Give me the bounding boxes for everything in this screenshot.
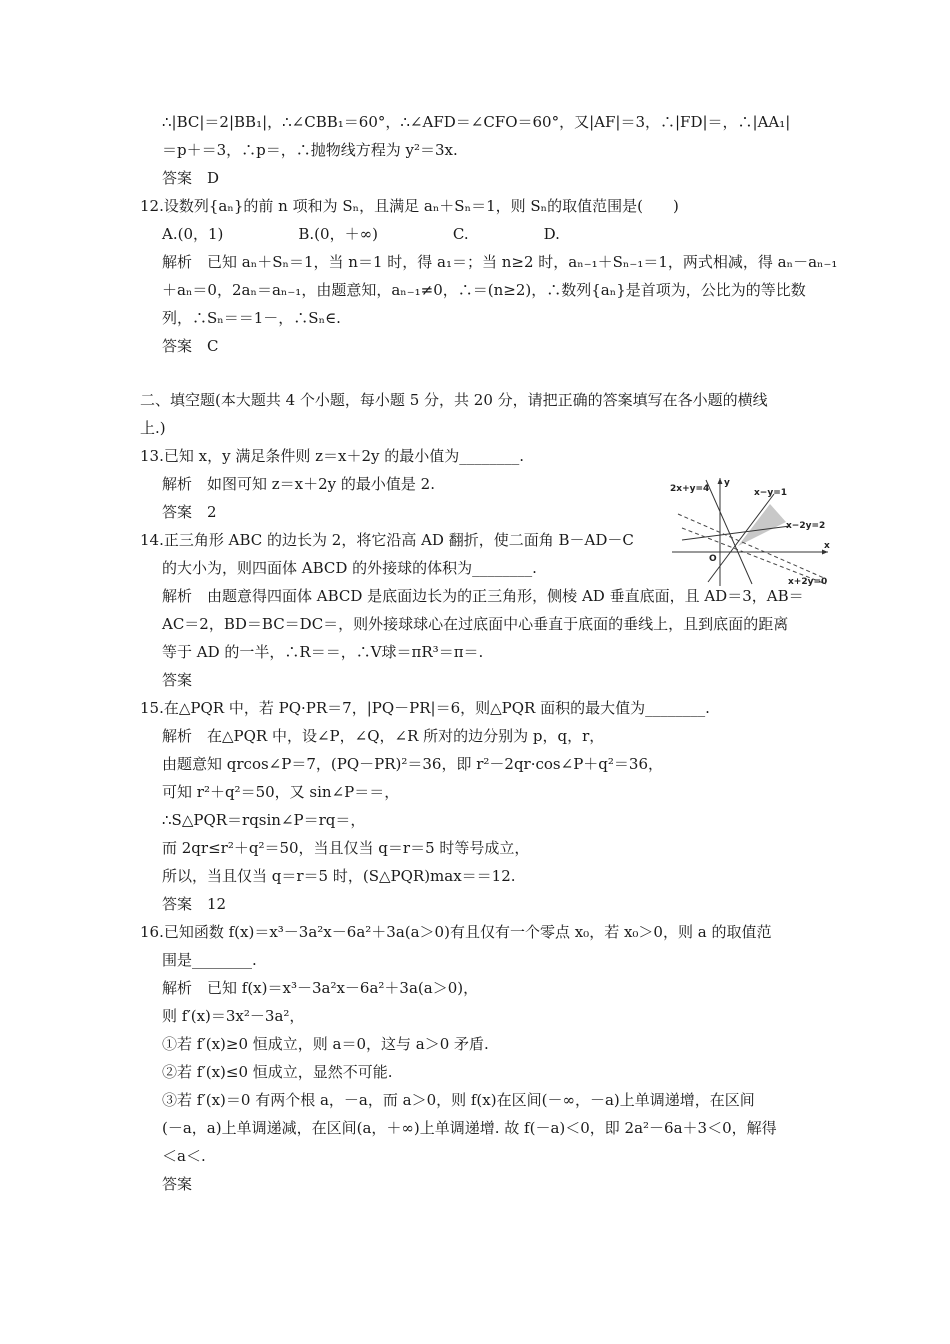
text-line: ①若 f′(x)≥0 恒成立，则 a＝0，这与 a＞0 矛盾.: [162, 1035, 489, 1053]
label-x-2y-0: x+2y=0: [788, 577, 828, 587]
text-line: ③若 f′(x)＝0 有两个根 a，－a，而 a＞0，则 f(x)在区间(－∞，－a)上单调递增，在区间: [162, 1091, 755, 1109]
text-line: 12.设数列{aₙ}的前 n 项和为 Sₙ，且满足 aₙ＋Sₙ＝1，则 Sₙ的取值范围是( ): [140, 197, 679, 215]
y-axis-arrow: [718, 478, 723, 484]
text-line: ②若 f′(x)≤0 恒成立，显然不可能.: [162, 1063, 393, 1081]
text-line: 答案: [162, 671, 193, 689]
text-line: 解析 如图可知 z＝x＋2y 的最小值是 2.: [162, 475, 435, 493]
text-line: 围是________.: [162, 951, 257, 969]
label-2x-y-4: 2x+y=4: [670, 484, 710, 494]
text-line: ＜a＜.: [162, 1147, 206, 1165]
text-line: 则 f′(x)＝3x²－3a²，: [162, 1007, 305, 1025]
text-line: 16.已知函数 f(x)＝x³－3a²x－6a²＋3a(a＞0)有且仅有一个零点 x₀，若 x₀＞0，则 a 的取值范: [140, 923, 772, 941]
text-line: 14.正三角形 ABC 的边长为 2，将它沿高 AD 翻折，使二面角 B－AD－C: [140, 531, 634, 549]
text-line: 15.在△PQR 中，若 PQ·PR＝7，|PQ－PR|＝6，则△PQR 面积的最大值为________.: [140, 699, 710, 717]
text-line: 列，∴Sₙ＝＝1－，∴Sₙ∈.: [162, 309, 341, 327]
linear-programming-figure: [668, 474, 836, 588]
text-line: 13.已知 x，y 满足条件则 z＝x＋2y 的最小值为________.: [140, 447, 525, 465]
text-line: 而 2qr≤r²＋q²＝50，当且仅当 q＝r＝5 时等号成立，: [162, 839, 530, 857]
text-line: ∴|BC|＝2|BB₁|，∴∠CBB₁＝60°，∴∠AFD＝∠CFO＝60°，又|AF|＝3，∴|FD|＝，∴|AA₁|: [162, 113, 791, 131]
label-x-2y-2: x−2y=2: [786, 521, 826, 531]
text-line: 答案 D: [162, 169, 220, 187]
text-line: 上.): [140, 419, 166, 437]
label-x-axis: x: [824, 541, 830, 551]
text-line: 答案 2: [162, 503, 217, 521]
text-line: 可知 r²＋q²＝50，又 sin∠P＝＝，: [162, 783, 400, 801]
text-line: 答案: [162, 1175, 193, 1193]
text-line: ＋aₙ＝0，2aₙ＝aₙ₋₁，由题意知，aₙ₋₁≠0，∴＝(n≥2)，∴数列{aₙ}是首项为，公比为的等比数: [162, 281, 806, 299]
text-line: 等于 AD 的一半，∴R＝＝，∴V球＝πR³＝π＝.: [162, 643, 484, 661]
feasible-region-graph: [668, 474, 836, 588]
text-line: 的大小为，则四面体 ABCD 的外接球的体积为________.: [162, 559, 537, 577]
label-origin: O: [709, 554, 717, 564]
text-line: 解析 已知 f(x)＝x³－3a²x－6a²＋3a(a＞0)，: [162, 979, 479, 997]
label-y-axis: y: [724, 478, 730, 488]
text-line: 解析 已知 aₙ＋Sₙ＝1，当 n＝1 时，得 a₁＝；当 n≥2 时，aₙ₋₁＋Sₙ₋₁＝1，两式相减，得 aₙ－aₙ₋₁: [162, 253, 838, 271]
text-line: (－a，a)上单调递减，在区间(a，＋∞)上单调递增. 故 f(－a)＜0，即 2a²－6a＋3＜0，解得: [162, 1119, 777, 1137]
text-line: AC＝2，BD＝BC＝DC＝，则外接球球心在过底面中心垂直于底面的垂线上，且到底面的距离: [162, 615, 789, 633]
text-line: 由题意知 qrcos∠P＝7，(PQ－PR)²＝36，即 r²－2qr·cos∠P＋q²＝36，: [162, 755, 663, 773]
text-line: 所以，当且仅当 q＝r＝5 时，(S△PQR)max＝＝12.: [162, 867, 516, 885]
text-line: ＝p＋＝3，∴p＝，∴抛物线方程为 y²＝3x.: [162, 141, 458, 159]
text-line: 二、填空题(本大题共 4 个小题，每小题 5 分，共 20 分，请把正确的答案填写在各小题的横线: [140, 391, 768, 409]
text-line: 答案 12: [162, 895, 227, 913]
text-line: A.(0，1) B.(0，＋∞) C. D.: [162, 225, 560, 243]
text-line: 解析 在△PQR 中，设∠P，∠Q，∠R 所对的边分别为 p，q，r，: [162, 727, 605, 745]
line-x-2y-2: [682, 526, 790, 540]
text-line: 答案 C: [162, 337, 219, 355]
text-line: 解析 由题意得四面体 ABCD 是底面边长为的正三角形，侧棱 AD 垂直底面，且 AD＝3，AB＝: [162, 587, 804, 605]
text-line: ∴S△PQR＝rqsin∠P＝rq＝，: [162, 811, 366, 829]
label-x-y-1: x−y=1: [754, 488, 788, 498]
